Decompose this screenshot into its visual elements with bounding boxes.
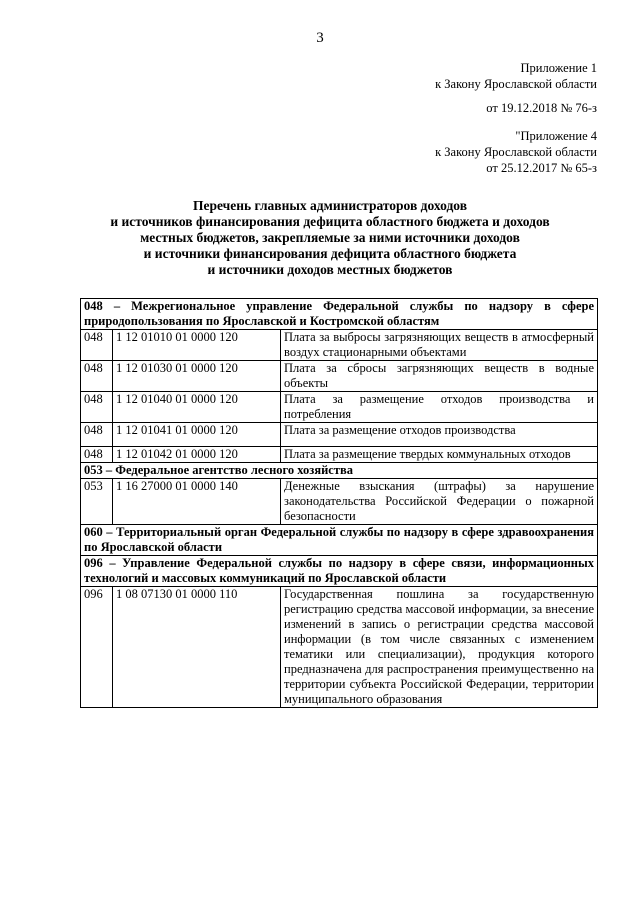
table-group-row xyxy=(81,525,598,556)
group-heading: 048 – Межрегиональное управление Федеральной службы по надзору в сфере природопользования по Ярославской и Костромской областям xyxy=(81,299,598,330)
group-heading: 053 – Федеральное агентство лесного хозяйства xyxy=(81,463,598,479)
income-description-cell: Плата за размещение твердых коммунальных отходов xyxy=(281,447,598,463)
title-line: и источников финансирования дефицита областного бюджета и доходов xyxy=(110,214,550,229)
administrators-table xyxy=(80,298,598,708)
income-description-cell: Плата за сбросы загрязняющих веществ в водные объекты xyxy=(281,361,598,392)
title-line: Перечень главных администраторов доходов xyxy=(192,198,468,213)
income-code-cell: 1 12 01040 01 0000 120 xyxy=(113,392,281,423)
table-row xyxy=(81,587,598,708)
admin-code-cell: 096 xyxy=(81,587,113,708)
annex-1-header xyxy=(435,60,597,116)
table-row xyxy=(81,330,598,361)
annex-4-title: "Приложение 4 xyxy=(515,129,597,143)
income-description-cell: Плата за размещение отходов производства xyxy=(281,423,598,447)
title-line: и источники финансирования дефицита областного бюджета xyxy=(143,246,517,261)
income-code-cell: 1 16 27000 01 0000 140 xyxy=(113,479,281,525)
page-number: 3 xyxy=(316,30,324,46)
admin-code-cell: 048 xyxy=(81,392,113,423)
table-row xyxy=(81,423,598,447)
document-title xyxy=(40,198,620,278)
income-code-cell: 1 12 01030 01 0000 120 xyxy=(113,361,281,392)
admin-code-cell: 048 xyxy=(81,447,113,463)
table-row xyxy=(81,392,598,423)
income-description-cell: Плата за размещение отходов производства и потребления xyxy=(281,392,598,423)
table-group-row xyxy=(81,463,598,479)
group-heading: 096 – Управление Федеральной службы по надзору в сфере связи, информационных технологий и массовых коммуникаций по Ярославской области xyxy=(81,556,598,587)
admin-code-cell: 048 xyxy=(81,361,113,392)
group-heading: 060 – Территориальный орган Федеральной службы по надзору в сфере здравоохранения по Ярославской области xyxy=(81,525,598,556)
table-row xyxy=(81,479,598,525)
income-code-cell: 1 12 01041 01 0000 120 xyxy=(113,423,281,447)
income-description-cell: Государственная пошлина за государственную регистрацию средства массовой информации, за внесение изменений в запись о регистрации средства массовой информации (в том числе связанных с изменением тематики или специализации), продукция которого предназначена для распространения преимущественно на территории субъекта Российской Федерации, территории муниципального образования xyxy=(281,587,598,708)
table-group-row xyxy=(81,556,598,587)
admin-code-cell: 048 xyxy=(81,330,113,361)
income-description-cell: Денежные взыскания (штрафы) за нарушение законодательства Российской Федерации о пожарной безопасности xyxy=(281,479,598,525)
income-description-cell: Плата за выбросы загрязняющих веществ в атмосферный воздух стационарными объектами xyxy=(281,330,598,361)
table-row xyxy=(81,447,598,463)
annex-4-law: к Закону Ярославской области xyxy=(435,145,597,159)
table-group-row xyxy=(81,299,598,330)
income-code-cell: 1 08 07130 01 0000 110 xyxy=(113,587,281,708)
annex-1-title: Приложение 1 xyxy=(520,61,597,75)
admin-code-cell: 048 xyxy=(81,423,113,447)
title-line: местных бюджетов, закрепляемые за ними источники доходов xyxy=(140,230,520,245)
table-row xyxy=(81,361,598,392)
annex-4-header xyxy=(435,128,597,176)
annex-1-law: к Закону Ярославской области xyxy=(435,77,597,91)
income-code-cell: 1 12 01010 01 0000 120 xyxy=(113,330,281,361)
income-code-cell: 1 12 01042 01 0000 120 xyxy=(113,447,281,463)
title-line: и источники доходов местных бюджетов xyxy=(207,262,453,277)
admin-code-cell: 053 xyxy=(81,479,113,525)
annex-1-date: от 19.12.2018 № 76-з xyxy=(486,101,597,115)
annex-4-date: от 25.12.2017 № 65-з xyxy=(486,161,597,175)
